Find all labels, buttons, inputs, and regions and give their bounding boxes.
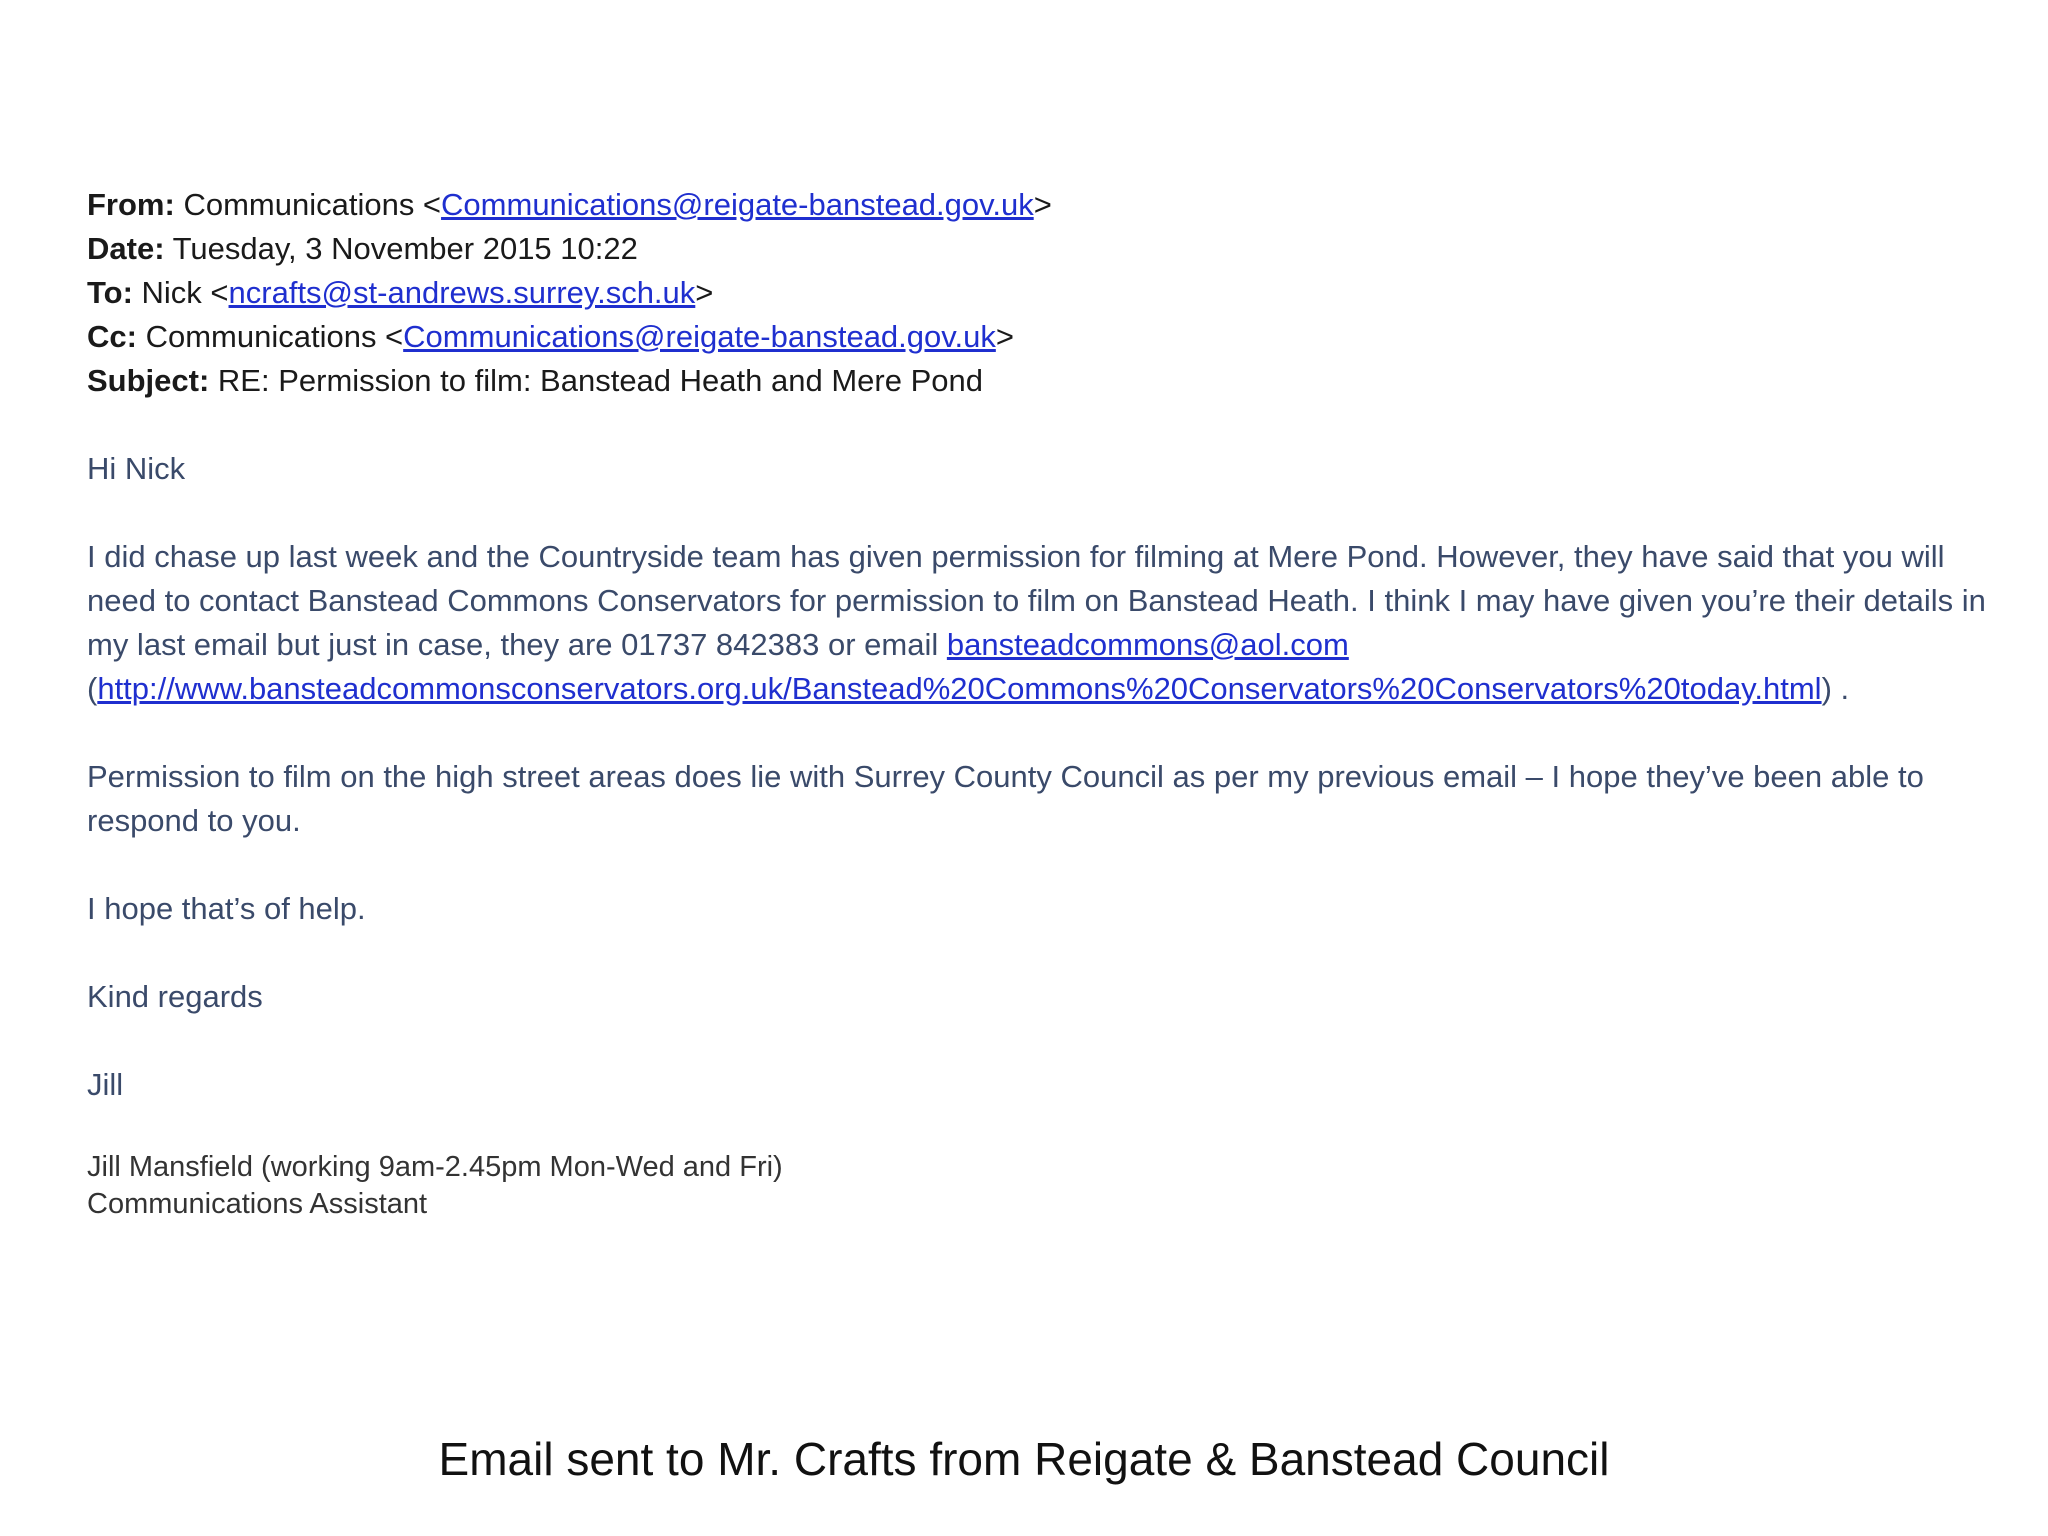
sender-first-name: Jill xyxy=(87,1067,124,1102)
email-body xyxy=(87,447,2017,1107)
paragraph-permission-text: I did chase up last week and the Countryside team has given permission for filming at Mere Pond. However, they have said that you will need to contact Banstead Commons Conservators for permission to film on Banstead Heath. I think I may have given you’re their details in my last email but just in case, they are 01737 842383 or email xyxy=(87,539,1986,662)
subject-value: RE: Permission to film: Banstead Heath and Mere Pond xyxy=(217,363,983,398)
signature-block xyxy=(87,1149,2017,1223)
from-close: > xyxy=(1033,187,1052,222)
cc-email-link[interactable]: Communications@reigate-banstead.gov.uk xyxy=(403,319,996,354)
to-name: Nick < xyxy=(141,275,229,310)
greeting: Hi Nick xyxy=(87,451,186,486)
email-screenshot xyxy=(87,183,2017,1223)
signature-title: Communications Assistant xyxy=(87,1188,428,1220)
from-label: From: xyxy=(87,187,175,222)
subject-label: Subject: xyxy=(87,363,210,398)
to-email-link[interactable]: ncrafts@st-andrews.surrey.sch.uk xyxy=(228,275,696,310)
slide-caption: Email sent to Mr. Crafts from Reigate & Banstead Council xyxy=(438,1433,1610,1485)
to-line xyxy=(87,271,2017,315)
paragraph-permission xyxy=(87,535,2017,711)
date-value: Tuesday, 3 November 2015 10:22 xyxy=(172,231,638,266)
from-email-link[interactable]: Communications@reigate-banstead.gov.uk xyxy=(441,187,1034,222)
cc-label: Cc: xyxy=(87,319,137,354)
paragraph-high-street: Permission to film on the high street areas does lie with Surrey County Council as per my previous email – I hope they’ve been able to respond to you. xyxy=(87,759,1924,838)
commons-email-link[interactable]: bansteadcommons@aol.com xyxy=(946,627,1349,662)
from-line xyxy=(87,183,2017,227)
from-name: Communications < xyxy=(183,187,442,222)
cc-line xyxy=(87,315,2017,359)
subject-line xyxy=(87,359,2017,403)
url-close-paren: ) . xyxy=(1821,671,1850,706)
signature-name-hours: Jill Mansfield (working 9am-2.45pm Mon-Wed and Fri) xyxy=(87,1151,783,1183)
cc-close: > xyxy=(995,319,1014,354)
to-close: > xyxy=(695,275,714,310)
url-open-paren: ( xyxy=(87,671,98,706)
date-label: Date: xyxy=(87,231,165,266)
commons-website-link[interactable]: http://www.bansteadcommonsconservators.org.uk/Banstead%20Commons%20Conservators%20Conservators%20today.html xyxy=(97,671,1822,706)
email-headers xyxy=(87,183,2017,403)
sign-off: Kind regards xyxy=(87,979,263,1014)
to-label: To: xyxy=(87,275,133,310)
paragraph-help: I hope that’s of help. xyxy=(87,891,366,926)
date-line xyxy=(87,227,2017,271)
cc-name: Communications < xyxy=(145,319,404,354)
